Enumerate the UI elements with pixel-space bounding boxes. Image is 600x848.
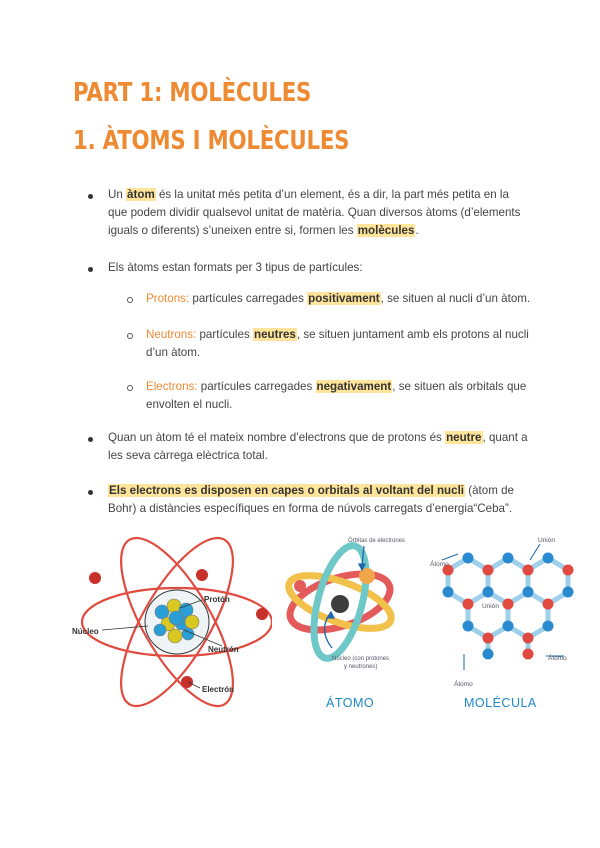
paragraph-neutral-atom [108,429,530,465]
atom-node [483,587,494,598]
label-neutron: Neutrón [208,645,239,654]
item-electrons [146,378,536,414]
sub-bullet [127,333,133,339]
text: Quan un àtom té el mateix nombre d’electrons que de protons és [108,431,446,444]
sub-bullet [127,385,133,391]
bullet-dot [88,267,93,272]
atom-node [483,649,494,660]
atom-node [563,565,574,576]
electron-dot [181,676,193,688]
label-atom-right: Átomo [548,655,567,662]
text: . [415,224,419,237]
highlight-positive: positivament [308,292,380,305]
caption-molecula: MOLÉCULA [464,696,537,710]
text: és la unitat més petita d’un element, és a dir, la part més petita en la que podem dividir qualsevol unitat de matèria. Quan diversos àtoms (d’elements iguals o diferents) s’uneixen entre si, formen les [108,188,521,237]
label-union-mid: Unión [482,603,499,610]
atom-node [543,553,554,564]
caption-atomo: ÁTOMO [326,696,375,710]
atom-node [463,599,474,610]
section-title: 1. ÀTOMS I MOLÈCULES [73,126,350,156]
paragraph-particles: Els àtoms estan formats per 3 tipus de partícules: [108,261,363,274]
highlight-atom: àtom [127,188,155,201]
text: partícules carregades [197,380,316,393]
electron-dot [89,572,101,584]
atom-node [523,565,534,576]
electron [294,580,306,592]
bullet-dot [88,194,93,199]
text: (àtom de Bohr) a distàncies específiques en forma de núvols carregats d’energia“Ceba”. [108,484,514,515]
bullet-dot [88,437,93,442]
highlight-neutral: neutres [253,328,296,341]
paragraph-atom-definition [108,186,530,240]
label-electron: Electrón [202,685,235,694]
atom-node [463,621,474,632]
text: , se situen al nucli d’un àtom. [380,292,531,305]
atom-node [523,587,534,598]
highlight-orbitals: Els electrons es disposen en capes o orbitals al voltant del nucli [109,484,465,497]
text: partícules carregades [189,292,308,305]
highlight-molecules: molècules [357,224,415,237]
text: , se situen juntament amb els protons al nucli d’un àtom. [146,328,529,359]
atom-diagram [72,530,272,715]
electron [359,568,375,584]
text: partícules [196,328,253,341]
atom-node [443,587,454,598]
nucleus [331,595,349,613]
atom-node [483,633,494,644]
molecule-diagram [428,530,588,695]
label-union-top: Unión [538,537,555,544]
bullet-dot [88,490,93,495]
part-title: PART 1: MOLÈCULES [73,78,312,108]
item-protons [146,290,536,308]
term-neutrons: Neutrons: [146,328,197,341]
sub-bullet [127,297,133,303]
text: , quant a les seva càrrega elèctrica total. [108,431,528,462]
label-nucleus: Núcleo [72,627,99,636]
atom-node [543,621,554,632]
atom-node [523,633,534,644]
item-neutrons [146,326,536,362]
electron-dot [256,608,268,620]
label-orbits: Órbitas de electrones [348,538,406,544]
label-atom-top: Átomo [430,561,449,568]
atom-illustration [282,530,422,690]
paragraph-bohr [108,482,530,518]
electron-dot [196,569,208,581]
atom-node [463,553,474,564]
term-protons: Protons: [146,292,190,305]
atom-node [503,599,514,610]
atom-node [523,649,534,660]
text: Un [108,188,127,201]
atom-node [483,565,494,576]
text: , se situen als orbitals que envolten el nucli. [146,380,527,411]
atom-node [503,553,514,564]
label-atom-bottom: Átomo [454,681,473,688]
label-proton: Protón [204,595,230,604]
highlight-neutral: neutre [446,431,482,444]
term-electrons: Electrons: [146,380,198,393]
atom-node [503,621,514,632]
highlight-negative: negativament [316,380,392,393]
atom-node [563,587,574,598]
atom-node [543,599,554,610]
label-nucleus-1: Núcleo (con protones [332,656,390,662]
label-nucleus-2: y neutrones) [344,664,378,670]
